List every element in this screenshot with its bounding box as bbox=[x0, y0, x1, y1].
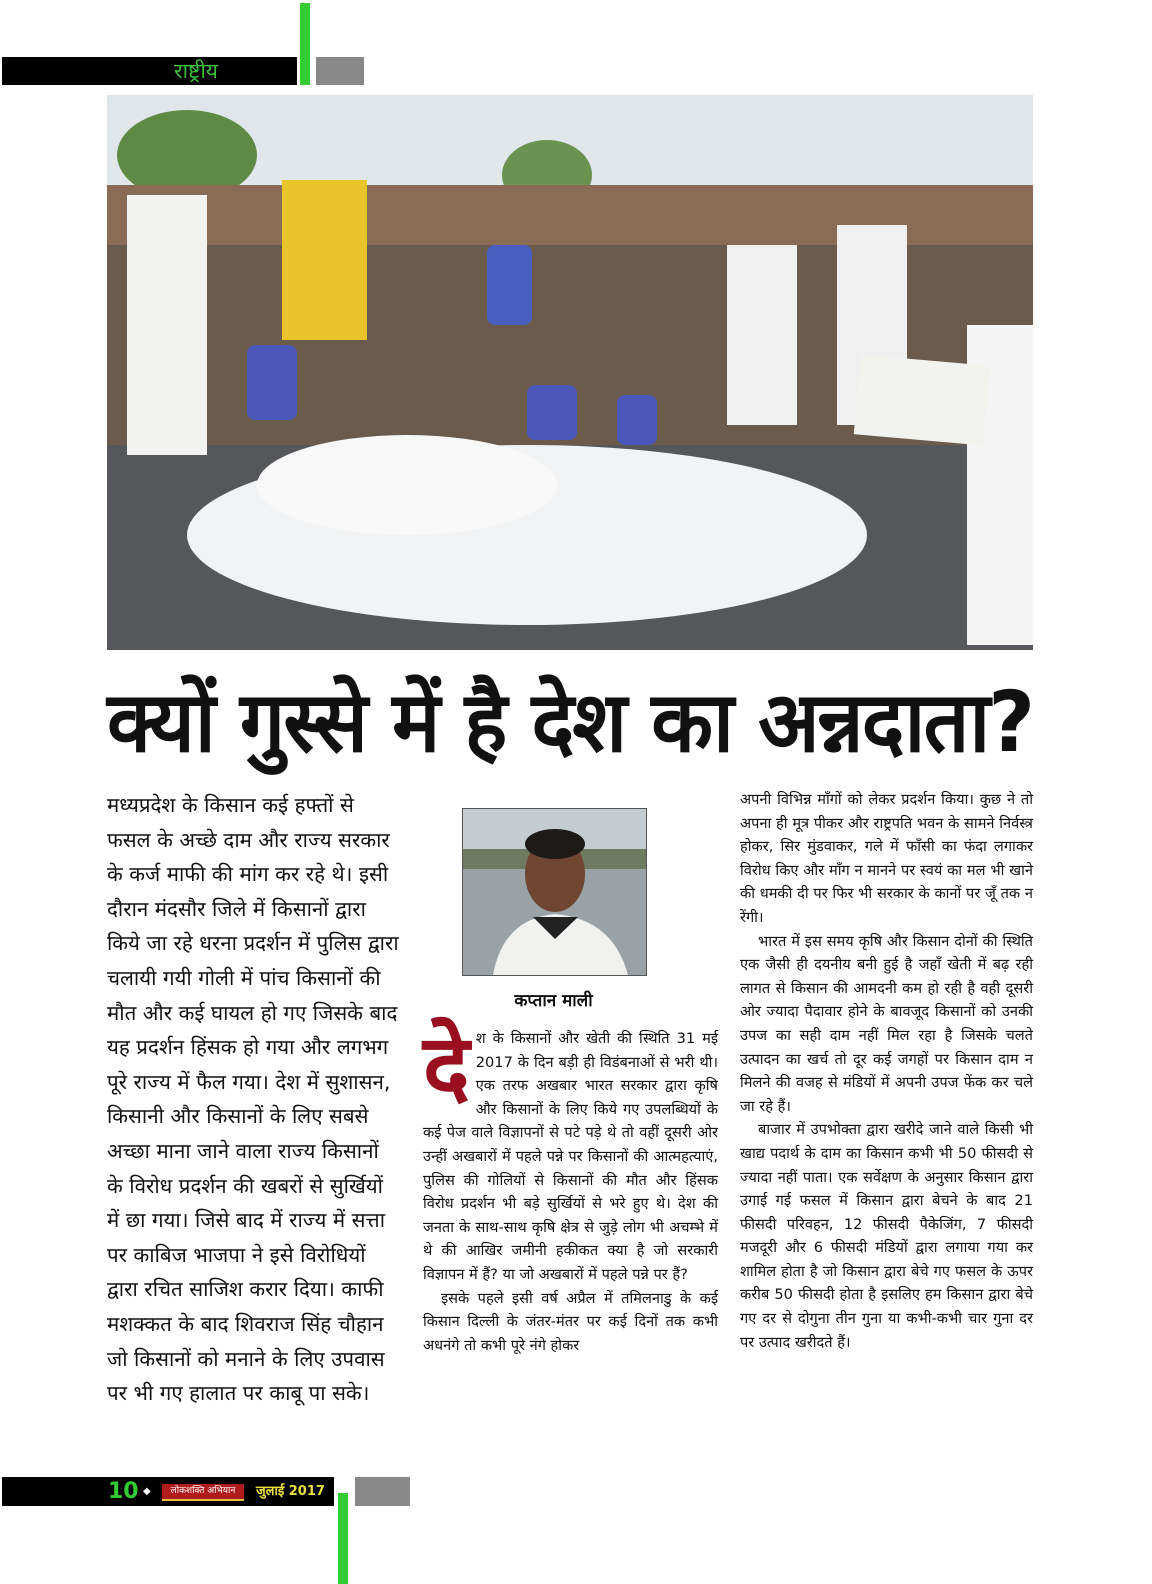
paragraph: बाजार में उपभोक्ता द्वारा खरीदे जाने वाले किसी भी खाद्य पदार्थ के दाम का किसान कभी भी 50 फीसदी से ज्यादा नहीं पाता। एक सर्वेक्षण के अनुसार किसान द्वारा उगाई गई फसल में किसान द्वारा बेचने के बाद 21 फीसदी परिवहन, 12 फीसदी पैकेजिंग, 7 फीसदी मजदूरी और 6 फीसदी मंडियों द्वारा लगाया गया कर शामिल होता है जो किसान द्वारा बेचे गए फसल के ऊपर करीब 50 फीसदी होता है इसलिए हम किसान द्वारा बेचे गए दर से दोगुना तीन गुना या कभी-कभी चार गुना दर पर उत्पाद खरीदते हैं। bbox=[740, 1121, 1033, 1351]
author-portrait-icon bbox=[463, 809, 646, 975]
dropcap: दे bbox=[423, 1015, 470, 1118]
headline: क्यों गुस्से में है देश का अन्नदाता? bbox=[107, 673, 1034, 771]
accent-bar-green bbox=[300, 3, 310, 85]
page-number: 10 bbox=[108, 1479, 139, 1504]
bullet-icon: ◆ bbox=[143, 1486, 151, 1497]
intro-column bbox=[107, 788, 399, 1411]
author-name: कप्तान माली bbox=[514, 991, 593, 1011]
paragraph: श के किसानों और खेती की स्थिति 31 मई 2017 के दिन बड़ी ही विडंबनाओं से भरी थी। एक तरफ अखबार भारत सरकार द्वारा कृषि और किसानों के लिए किये गए उपलब्धियों के कई पेज वाले विज्ञापनों से पटे पड़े थे तो वहीं दूसरी ओर उन्हीं अखबारों में पहले पन्ने पर किसानों की आत्महत्याएं, पुलिस की गोलियों से किसानों की मौत और हिंसक विरोध प्रदर्शन भी बड़े सुर्खियों से भरे हुए थे। देश की जनता के साथ-साथ कृषि क्षेत्र से जुड़े लोग भी अचम्भे में थे की आखिर जमीनी हकीकत क्या है जो सरकारी विज्ञापन में हैं? या जो अखबारों में पहले पन्ने पर हैं? bbox=[423, 1030, 718, 1283]
paragraph: अपनी विभिन्न माँगों को लेकर प्रदर्शन किया। कुछ ने तो अपना ही मूत्र पीकर और राष्ट्रपति भवन के सामने निर्वस्त्र होकर, सिर मुंडवाकर, गले में फाँसी का फंदा लगाकर विरोध किए और माँग न मानने पर स्वयं का मल भी खाने की धमकी दी पर फिर भी सरकार के कानों पर जूँ तक न रेंगी। bbox=[740, 791, 1033, 926]
intro-text: मध्यप्रदेश के किसान कई हफ्तों से फसल के अच्छे दाम और राज्य सरकार के कर्ज माफी की मांग कर रहे थे। इसी दौरान मंदसौर जिले में किसानों द्वारा किये जा रहे धरना प्रदर्शन में पुलिस द्वारा चलायी गयी गोली में पांच किसानों की मौत और कई घायल हो गए जिसके बाद यह प्रदर्शन हिंसक हो गया और लगभग पूरे राज्य में फैल गया। देश में सुशासन, किसानी और किसानों के लिए सबसे अच्छा माना जाने वाला राज्य किसानों के विरोध प्रदर्शन की खबरों से सुर्खियों में छा गया। जिसे बाद में राज्य में सत्ता पर काबिज भाजपा ने इसे विरोधियों द्वारा रचित साजिश करार दिया। काफी मशक्कत के बाद शिवराज सिंह चौहान जो किसानों को मनाने के लिए उपवास पर भी गए हालात पर काबू पा सके। bbox=[107, 793, 399, 1406]
magazine-logo: लोकशक्ति अभियान bbox=[162, 1484, 244, 1501]
article-column-middle bbox=[423, 1015, 718, 1357]
paragraph: इसके पहले इसी वर्ष अप्रैल में तमिलनाडु के कई किसान दिल्ली के जंतर-मंतर पर कई दिनों तक कभी अधनंगे तो कभी पूरे नंगे होकर bbox=[423, 1289, 718, 1354]
protest-photo-icon bbox=[107, 95, 1033, 650]
section-label: राष्ट्रीय bbox=[174, 59, 218, 83]
protest-photo bbox=[107, 95, 1033, 650]
article-column-right bbox=[740, 788, 1033, 1354]
headline-container bbox=[107, 662, 1033, 782]
author-photo bbox=[462, 808, 647, 976]
accent-block-grey bbox=[316, 57, 364, 85]
paragraph: भारत में इस समय कृषि और किसान दोनों की स्थिति एक जैसी ही दयनीय बनी हुई है जहाँ खेती में बढ़ रही लागत से किसान की आमदनी कम हो रही है वही दूसरी ओर ज्यादा पैदावार होने के बावजूद किसानों को उनकी उपज का सही दाम नहीं मिल रहा है जिसके चलते उत्पादन का खर्च तो दूर कई जगहों पर किसान दाम न मिलने की वजह से मंडियों में अपनी उपज फेंक कर चले जा रहे हैं। bbox=[740, 932, 1033, 1115]
issue-date: जुलाई 2017 bbox=[256, 1484, 325, 1499]
accent-bar-green bbox=[338, 1493, 348, 1584]
accent-block-grey bbox=[355, 1477, 410, 1506]
